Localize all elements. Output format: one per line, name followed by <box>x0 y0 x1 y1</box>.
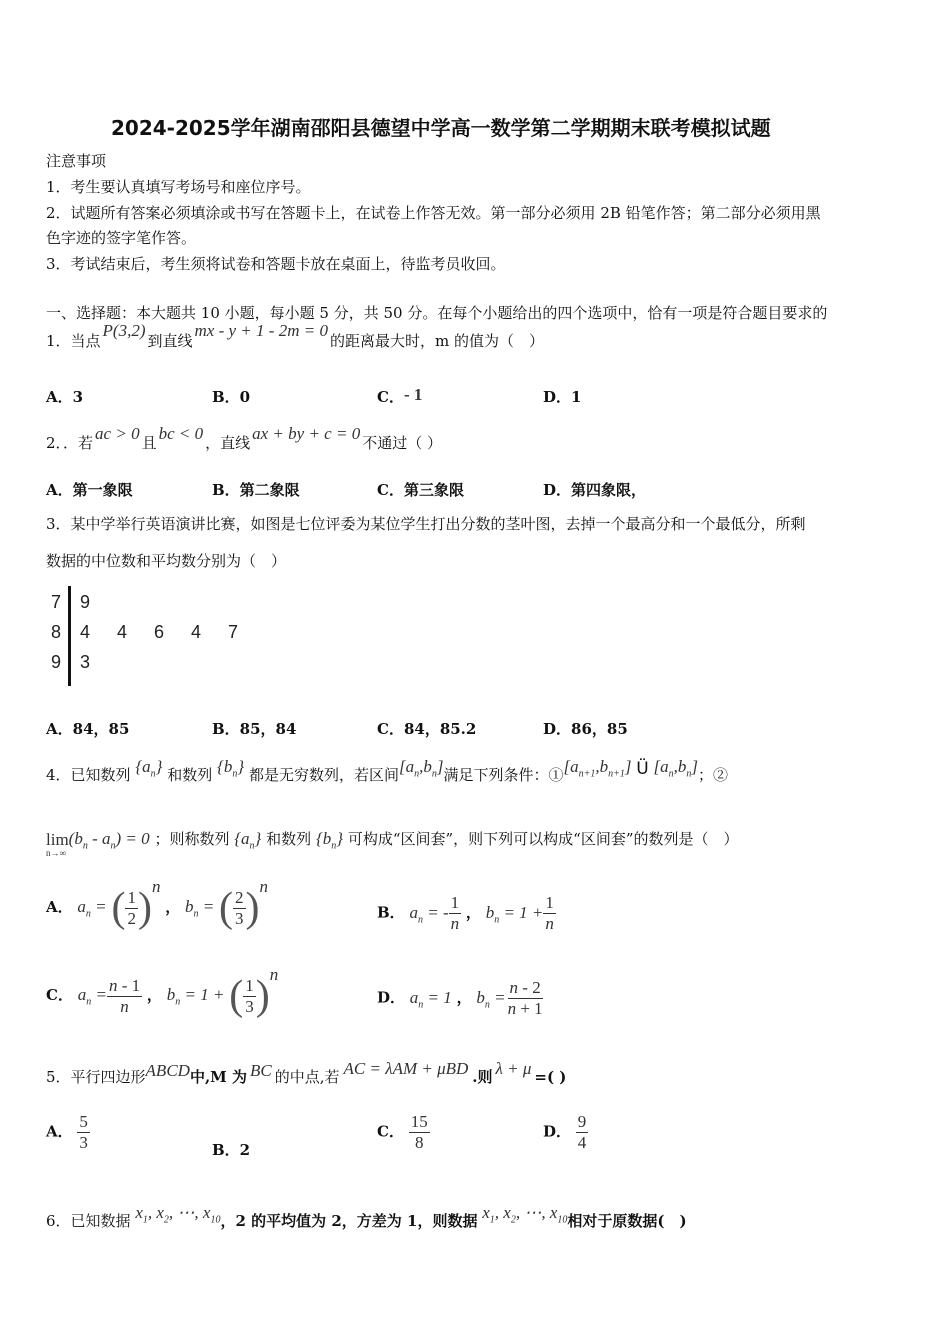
q4-text: 和数列 <box>167 766 213 784</box>
q5-abcd: ABCD <box>145 1061 190 1080</box>
q4-option-a-label: A． <box>46 898 73 916</box>
q4-limit <box>46 830 69 858</box>
q2-number: 2．．若 <box>46 434 94 452</box>
q5-text: .则 <box>472 1068 493 1086</box>
q4-text: ；则称数列 <box>154 830 230 848</box>
q4-seq-a: $\{a_n\}$ <box>234 829 262 852</box>
q2-option-d: D．第四象限， <box>543 481 647 499</box>
notice-heading: 注意事项 <box>46 152 107 170</box>
q1-option-d: D．1 <box>543 388 582 406</box>
q4-limit-expr: $(b_n - a_n) = 0$ <box>68 829 150 852</box>
q1-text: 到直线 <box>147 332 193 350</box>
q1-question: 的距离最大时，m 的值为（ ） <box>329 332 544 350</box>
q5-text: =( ) <box>534 1068 567 1086</box>
q4-interval-next: $[a_{n+1},b_{n+1}]$ <box>563 757 632 780</box>
q5-a-denominator: 3 <box>79 1133 88 1152</box>
q4-number: 4．已知数列 <box>46 766 131 784</box>
q3-option-d: D．86，85 <box>543 720 628 738</box>
q4-option-d: D． $a_n = 1$ ， $b_n$ = $\frac{n - 2}{n + 1}$ <box>377 978 543 1018</box>
q4-option-a: A． $a_n$ = ( $\frac{1}{2}$ )$^n$ ， $b_n$ = ( $\frac{2}{3}$ )$^n$ <box>46 877 269 931</box>
q3-option-a: A．84，85 <box>46 720 130 738</box>
q4-seq-b: $\{b_n\}$ <box>315 829 344 852</box>
q4-option-b-label: B． <box>377 903 405 922</box>
q6-data-list: $x_1$, $x_2$, ⋯, $x_{10}$ <box>482 1203 568 1226</box>
stem-leaf-plot <box>46 586 239 686</box>
q4-text: 满足下列条件：① <box>443 766 564 784</box>
q5-number: 5．平行四边形 <box>46 1068 146 1086</box>
q2-question: 不通过（ ） <box>362 434 442 452</box>
q1-option-c-label: C． <box>377 388 404 406</box>
q5-d-denominator: 4 <box>577 1133 587 1152</box>
q1-option-c-value: - 1 <box>403 385 423 404</box>
stem-value: 8 <box>51 622 62 642</box>
q5-lambda-mu: λ + μ <box>495 1059 532 1078</box>
q4-text: ；② <box>697 766 728 784</box>
q4-subset-symbol: Ü <box>636 759 649 779</box>
question-2 <box>46 424 442 453</box>
q4-interval: $[a_n,b_n]$ <box>398 757 444 780</box>
q4-limit-word: lim <box>46 830 69 849</box>
q5-d-numerator: 9 <box>577 1112 587 1131</box>
question-6 <box>46 1203 687 1233</box>
q4-option-d-label: D． <box>377 988 406 1007</box>
notice-item-1: 1．考生要认真填写考场号和座位序号。 <box>46 178 311 196</box>
q3-option-b: B．85，84 <box>212 720 297 738</box>
leaf-values: 3 <box>80 652 91 672</box>
q5-c-numerator: 15 <box>410 1112 428 1131</box>
q5-option-a <box>46 1112 90 1153</box>
q5-c-denominator: 8 <box>414 1133 424 1152</box>
q2-text-line: ，直线 <box>205 434 251 452</box>
q2-option-b: B．第二象限 <box>212 481 300 499</box>
q1-option-c <box>377 386 422 407</box>
question-4-line2 <box>46 828 739 858</box>
question-5 <box>46 1059 567 1087</box>
leaf-values: 9 <box>80 592 91 612</box>
q2-option-c: C．第三象限 <box>377 481 464 499</box>
section-heading: 一、选择题：本大题共 10 小题，每小题 5 分，共 50 分。在每个小题给出的四个选项中，恰有一项是符合题目要求的 <box>46 304 828 322</box>
q4-option-c-label: C． <box>46 986 73 1004</box>
q5-option-c-label: C． <box>377 1122 404 1141</box>
q6-data-list: $x_1$, $x_2$, ⋯, $x_{10}$ <box>135 1203 221 1226</box>
q2-cond2: bc < 0 <box>158 424 204 443</box>
q1-number: 1．当点 <box>46 332 101 350</box>
q4-interval-current: $[a_n,b_n]$ <box>653 757 698 780</box>
q6-question: 相对于原数据( ) <box>567 1212 687 1230</box>
stem-divider <box>68 586 71 686</box>
q5-text: 中,M 为 <box>189 1068 247 1086</box>
q1-option-a: A．3 <box>46 388 84 406</box>
q5-a-numerator: 5 <box>79 1112 88 1131</box>
q2-option-a: A．第一象限 <box>46 481 133 499</box>
notice-item-2: 2．试题所有答案必须填涂或书写在答题卡上，在试卷上作答无效。第一部分必须用 2B 铅笔作答；第二部分必须用黑 <box>46 204 821 222</box>
q5-vector-eq: AC = λAM + μBD <box>343 1059 469 1078</box>
question-3-line1: 3．某中学举行英语演讲比赛，如图是七位评委为某位学生打出分数的茎叶图，去掉一个最高分和一个最低分，所剩 <box>46 515 806 533</box>
q6-text: ，2 的平均值为 2，方差为 1，则数据 <box>220 1212 478 1230</box>
q3-option-c: C．84，85.2 <box>377 720 477 738</box>
q4-question: 可构成“区间套”，则下列可以构成“区间套”的数列是（ ） <box>347 830 739 848</box>
question-3-line2: 数据的中位数和平均数分别为（ ） <box>46 552 287 570</box>
q4-option-b: B． $a_n$ = - $\frac{1}{n}$ ， $b_n = 1$ + $\frac{1}{n}$ <box>377 893 554 933</box>
q2-text-and: 且 <box>141 434 157 452</box>
q5-option-a-label: A． <box>46 1122 73 1141</box>
stem-value: 9 <box>51 652 62 672</box>
q5-option-b: B．2 <box>212 1141 251 1159</box>
q4-limit-sub: n→∞ <box>46 848 66 858</box>
q5-option-d <box>543 1112 588 1153</box>
q5-option-c <box>377 1112 430 1153</box>
q4-seq-b: $\{b_n\}$ <box>217 757 245 780</box>
q4-option-c: C． $a_n$ = $\frac{n - 1}{n}$ ， $b_n = 1$ + ( $\frac{1}{3}$ )$^n$ <box>46 965 279 1019</box>
notice-item-2-cont: 色字迹的签字笔作答。 <box>46 229 197 247</box>
q1-point: P(3,2) <box>102 321 146 340</box>
q4-text: 和数列 <box>266 830 312 848</box>
q4-seq-a: $\{a_n\}$ <box>135 757 163 780</box>
stem-value: 7 <box>51 592 62 612</box>
q6-number: 6．已知数据 <box>46 1212 131 1230</box>
q5-option-d-label: D． <box>543 1122 572 1141</box>
question-1 <box>46 321 544 351</box>
q5-bc: BC <box>250 1061 272 1080</box>
q2-line-eq: ax + by + c = 0 <box>252 424 361 443</box>
q2-cond1: ac > 0 <box>95 424 140 443</box>
q1-line-eq: mx - y + 1 - 2m = 0 <box>194 321 328 340</box>
question-4-line1 <box>46 757 728 787</box>
q1-option-b: B．0 <box>212 388 251 406</box>
notice-item-3: 3．考试结束后，考生须将试卷和答题卡放在桌面上，待监考员收回。 <box>46 255 506 273</box>
q4-text: 都是无穷数列，若区间 <box>248 766 399 784</box>
q5-text: 的中点,若 <box>274 1068 340 1086</box>
page-title: 2024-2025学年湖南邵阳县德望中学高一数学第二学期期末联考模拟试题 <box>111 116 771 140</box>
leaf-values: 4 4 6 4 7 <box>80 622 239 642</box>
